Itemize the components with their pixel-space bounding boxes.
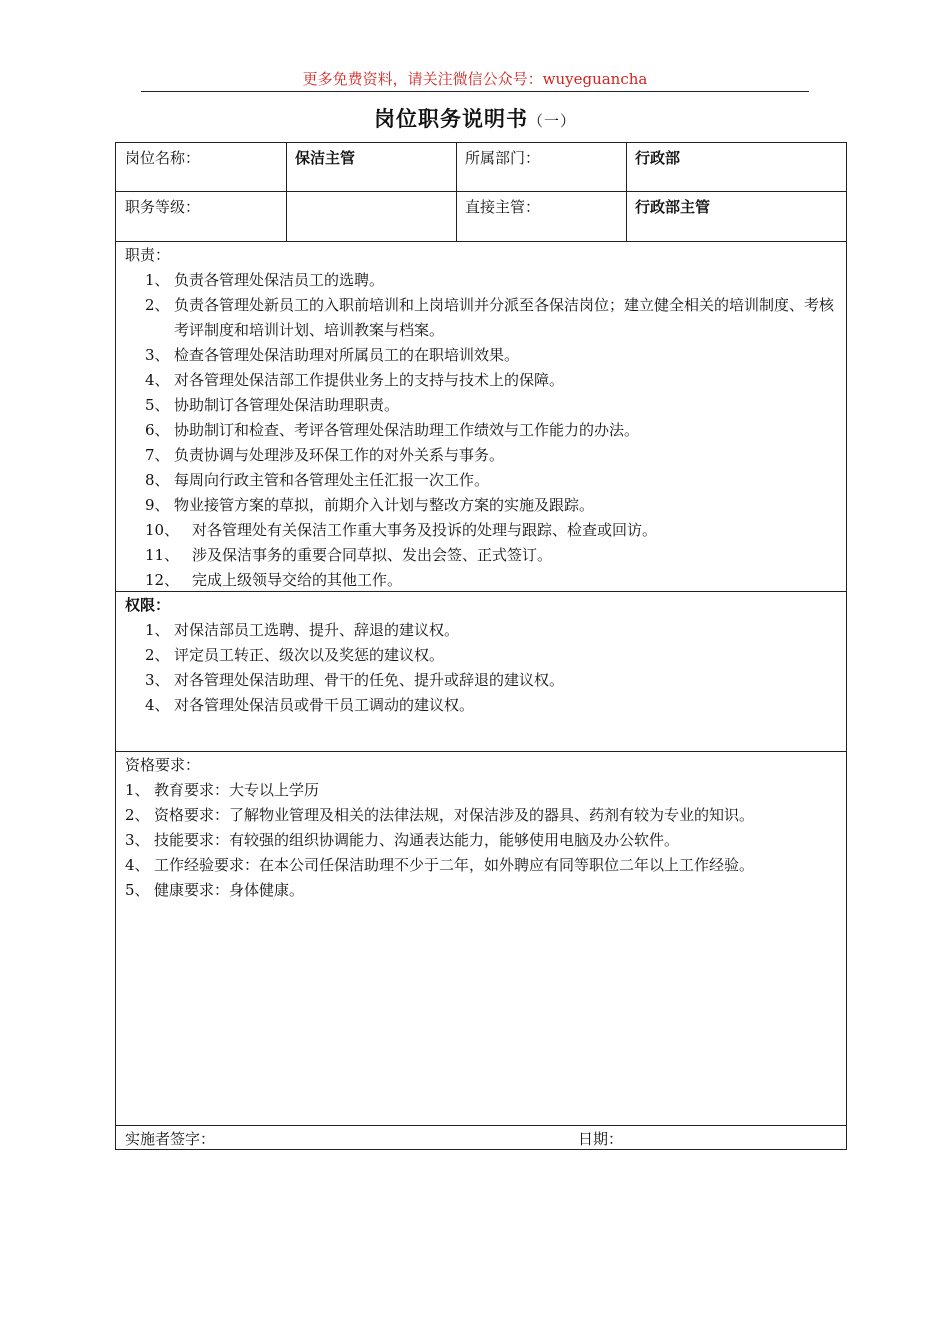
duty-number: 10、 (145, 521, 180, 539)
duty-number: 11、 (145, 546, 180, 564)
date-label: 日期： (578, 1130, 624, 1148)
duty-item (145, 393, 843, 418)
row-divider (116, 1125, 846, 1126)
signer-label: 实施者签字： (125, 1130, 216, 1148)
job-description-table (115, 142, 847, 1150)
qualification-number: 3、 (125, 831, 150, 849)
department-value: 行政部 (635, 149, 681, 167)
document-title (0, 103, 950, 133)
document-title-suffix: （一） (527, 112, 576, 130)
duty-text: 对各管理处有关保洁工作重大事务及投诉的处理与跟踪、检查或回访。 (192, 521, 658, 539)
qualifications-list (125, 778, 843, 903)
post-name-label: 岗位名称： (125, 149, 201, 167)
authority-item (145, 668, 843, 693)
duty-number: 5、 (145, 396, 170, 414)
qualification-number: 4、 (125, 856, 150, 874)
duty-item (145, 493, 843, 518)
duty-text: 物业接管方案的草拟，前期介入计划与整改方案的实施及跟踪。 (174, 496, 595, 514)
authority-item (145, 693, 843, 718)
duty-item (145, 468, 843, 493)
qualification-item (125, 853, 843, 878)
supervisor-label: 直接主管： (465, 198, 541, 216)
authority-text: 评定员工转正、级次以及奖惩的建议权。 (174, 646, 445, 664)
row-divider (116, 751, 846, 752)
duty-number: 3、 (145, 346, 170, 364)
duty-item (145, 368, 843, 393)
duty-number: 6、 (145, 421, 170, 439)
duty-item (145, 268, 843, 293)
duty-text: 每周向行政主管和各管理处主任汇报一次工作。 (174, 471, 490, 489)
duty-item (145, 568, 843, 593)
grade-label: 职务等级： (125, 198, 201, 216)
duty-item (145, 418, 843, 443)
qualification-text: 技能要求：有较强的组织协调能力、沟通表达能力，能够使用电脑及办公软件。 (154, 831, 680, 849)
qualification-item (125, 803, 843, 828)
duty-item (145, 518, 843, 543)
duty-item (145, 293, 843, 343)
duty-item (145, 443, 843, 468)
duty-text: 协助制订各管理处保洁助理职责。 (174, 396, 400, 414)
authority-number: 1、 (145, 621, 170, 639)
column-divider (456, 143, 457, 241)
duties-list (145, 268, 843, 593)
duty-item (145, 343, 843, 368)
qualifications-label: 资格要求： (125, 756, 201, 774)
duty-number: 8、 (145, 471, 170, 489)
post-name-value: 保洁主管 (295, 149, 356, 167)
duty-text: 协助制订和检查、考评各管理处保洁助理工作绩效与工作能力的办法。 (174, 421, 640, 439)
qualification-text: 资格要求：了解物业管理及相关的法律法规，对保洁涉及的器具、药剂有较为专业的知识。 (154, 806, 755, 824)
qualification-number: 1、 (125, 781, 150, 799)
supervisor-value: 行政部主管 (635, 198, 711, 216)
qualification-number: 2、 (125, 806, 150, 824)
duty-number: 7、 (145, 446, 170, 464)
duty-text: 对各管理处保洁部工作提供业务上的支持与技术上的保障。 (174, 371, 565, 389)
authority-number: 2、 (145, 646, 170, 664)
authority-number: 4、 (145, 696, 170, 714)
qualification-text: 教育要求：大专以上学历 (154, 781, 320, 799)
authority-list (145, 618, 843, 718)
authority-number: 3、 (145, 671, 170, 689)
duty-text: 涉及保洁事务的重要合同草拟、发出会签、正式签订。 (192, 546, 553, 564)
duty-number: 12、 (145, 571, 180, 589)
duty-number: 9、 (145, 496, 170, 514)
duty-number: 4、 (145, 371, 170, 389)
header-rule (141, 91, 809, 92)
authority-text: 对保洁部员工选聘、提升、辞退的建议权。 (174, 621, 460, 639)
qualification-text: 工作经验要求：在本公司任保洁助理不少于二年，如外聘应有同等职位二年以上工作经验。 (154, 856, 755, 874)
duty-text: 负责协调与处理涉及环保工作的对外关系与事务。 (174, 446, 505, 464)
duty-number: 2、 (145, 296, 170, 314)
header-note: 更多免费资料，请关注微信公众号：wuyeguancha (302, 70, 648, 88)
authority-item (145, 643, 843, 668)
department-label: 所属部门： (465, 149, 541, 167)
column-divider (286, 143, 287, 241)
qualification-text: 健康要求：身体健康。 (154, 881, 305, 899)
qualification-item (125, 828, 843, 853)
authority-label: 权限： (125, 596, 171, 614)
qualification-item (125, 878, 843, 903)
qualification-item (125, 778, 843, 803)
duty-text: 完成上级领导交给的其他工作。 (192, 571, 403, 589)
authority-text: 对各管理处保洁员或骨干员工调动的建议权。 (174, 696, 475, 714)
column-divider (626, 143, 627, 241)
authority-item (145, 618, 843, 643)
qualification-number: 5、 (125, 881, 150, 899)
duty-item (145, 543, 843, 568)
document-title-main: 岗位职务说明书 (373, 106, 528, 131)
duty-text: 负责各管理处保洁员工的选聘。 (174, 271, 385, 289)
duty-text: 负责各管理处新员工的入职前培训和上岗培训并分派至各保洁岗位；建立健全相关的培训制度、考核考评制度和培训计划、培训教案与档案。 (174, 296, 835, 339)
row-divider (116, 241, 846, 242)
duty-text: 检查各管理处保洁助理对所属员工的在职培训效果。 (174, 346, 520, 364)
duties-label: 职责： (125, 246, 171, 264)
authority-text: 对各管理处保洁助理、骨干的任免、提升或辞退的建议权。 (174, 671, 565, 689)
row-divider (116, 191, 846, 192)
duty-number: 1、 (145, 271, 170, 289)
